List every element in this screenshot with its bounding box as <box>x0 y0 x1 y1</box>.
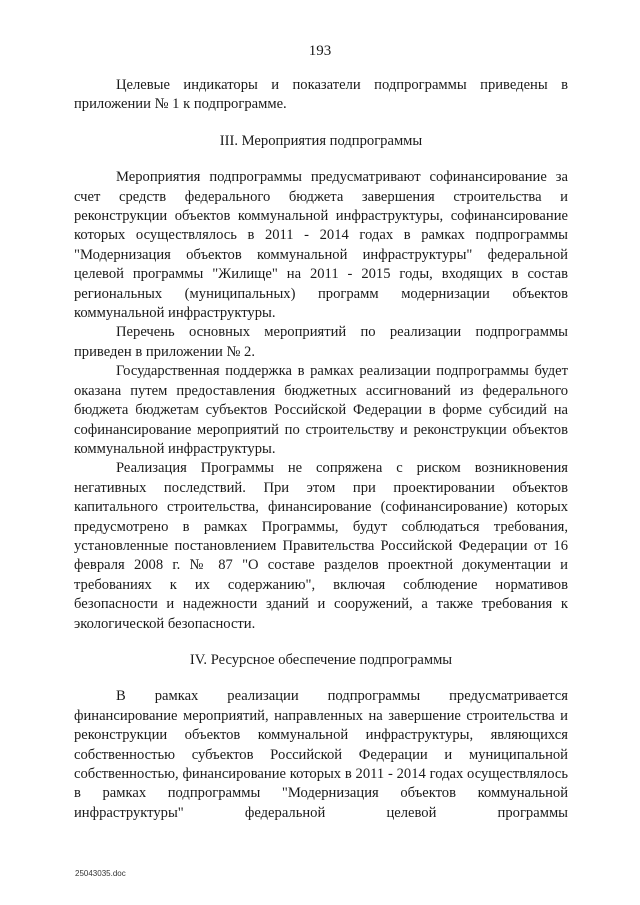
section-measures-body <box>74 168 568 634</box>
paragraph: Государственная поддержка в рамках реализации подпрограммы будет оказана путем предоставления бюджетных ассигнований из федерального бюджета бюджетам субъектов Российской Федерации в форме субсидий на софинансирование мероприятий по строительству и реконструкции объектов коммунальной инфраструктуры. <box>74 363 568 457</box>
intro-paragraph: Целевые индикаторы и показатели подпрограммы приведены в приложении № 1 к подпрограмме. <box>74 77 568 113</box>
section-resources-body <box>74 687 568 823</box>
paragraph: В рамках реализации подпрограммы предусматривается финансирование мероприятий, направленных на завершение строительства и реконструкции объектов коммунальной инфраструктуры, являющихся собственностью субъектов Российской Федерации и муниципальной собственностью, финансирование которых в 2011 - 2014 годах осуществлялось в рамках подпрограммы "Модернизация объектов коммунальной инфраструктуры" федеральной целевой программы <box>74 688 568 821</box>
page-number: 193 <box>308 43 332 59</box>
document-body <box>74 76 568 823</box>
paragraph: Перечень основных мероприятий по реализации подпрограммы приведен в приложении № 2. <box>74 324 568 360</box>
paragraph: Мероприятия подпрограммы предусматривают софинансирование за счет средств федерального бюджета завершения строительства и реконструкции объектов коммунальной инфраструктуры, софинансирование которых осуществлялось в 2011 - 2014 годах в рамках подпрограммы "Модернизация объектов коммунальной инфраструктуры" федеральной целевой программы "Жилище" на 2011 - 2015 годы, входящих в состав региональных (муниципальных) программ модернизации объектов коммунальной инфраструктуры. <box>74 169 568 322</box>
section-heading-measures: III. Мероприятия подпрограммы <box>219 132 423 149</box>
section-heading-resources: IV. Ресурсное обеспечение подпрограммы <box>189 651 453 668</box>
paragraph: Реализация Программы не сопряжена с риском возникновения негативных последствий. При этом при проектировании объектов капитального строительства, финансирование (софинансирование) которых предусмотрено в рамках Программы, будут соблюдаться требования, установленные постановлением Правительства Российской Федерации от 16 февраля 2008 г. № 87 "О составе разделов проектной документации и требованиях к их содержанию", включая соблюдение нормативов безопасности и надежности зданий и сооружений, а также требования к экологической безопасности. <box>74 460 568 632</box>
document-file-name: 25043035.doc <box>75 869 126 878</box>
